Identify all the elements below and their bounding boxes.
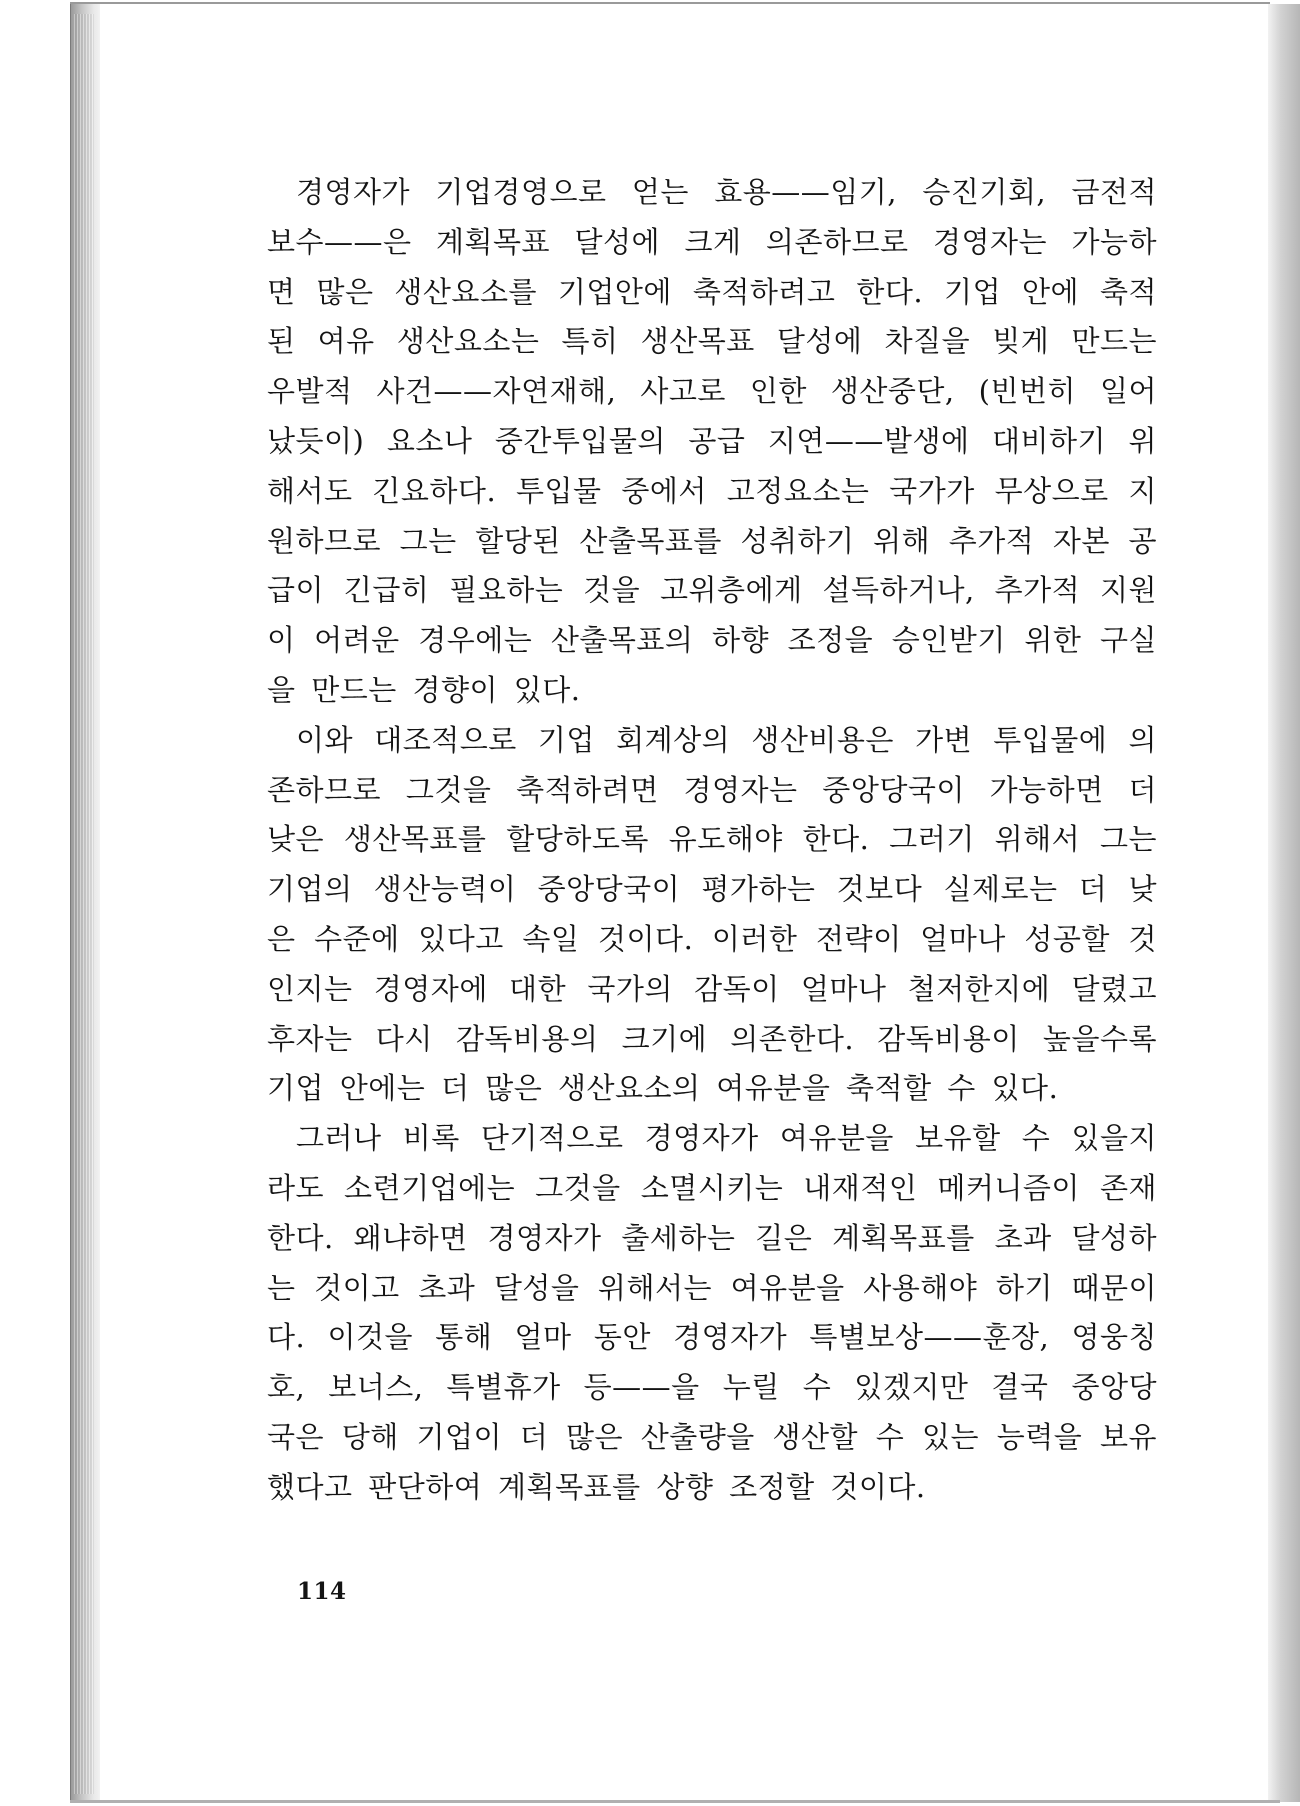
text-line: 후자는 다시 감독비용의 크기에 의존한다. 감독비용이 높을수록 (267, 1021, 1157, 1056)
text-line: 면 많은 생산요소를 기업안에 축적하려고 한다. 기업 안에 축적 (267, 274, 1157, 309)
page-stack-lines (74, 14, 94, 1794)
text-line: 인지는 경영자에 대한 국가의 감독이 얼마나 철저한지에 달렸고 (267, 971, 1157, 1006)
text-line: 기업 안에는 더 많은 생산요소의 여유분을 축적할 수 있다. (267, 1071, 1059, 1106)
text-line: 는 것이고 초과 달성을 위해서는 여유분을 사용해야 하기 때문이 (267, 1270, 1157, 1305)
text-line: 했다고 판단하여 계획목표를 상향 조정할 것이다. (267, 1469, 926, 1504)
text-line: 낮은 생산목표를 할당하도록 유도해야 한다. 그러기 위해서 그는 (267, 822, 1157, 857)
text-line: 다. 이것을 통해 얼마 동안 경영자가 특별보상——훈장, 영웅칭 (267, 1320, 1157, 1355)
text-line: 호, 보너스, 특별휴가 등——을 누릴 수 있겠지만 결국 중앙당 (267, 1370, 1157, 1405)
text-line: 된 여유 생산요소는 특히 생산목표 달성에 차질을 빚게 만드는 (267, 324, 1157, 359)
text-line: 라도 소련기업에는 그것을 소멸시키는 내재적인 메커니즘이 존재 (267, 1170, 1157, 1205)
text-line: 한다. 왜냐하면 경영자가 출세하는 길은 계획목표를 초과 달성하 (267, 1220, 1157, 1255)
text-line: 국은 당해 기업이 더 많은 산출량을 생산할 수 있는 능력을 보유 (267, 1419, 1157, 1454)
text-line: 을 만드는 경향이 있다. (267, 672, 581, 707)
text-line: 경영자가 기업경영으로 얻는 효용——임기, 승진기회, 금전적 (296, 175, 1157, 209)
text-line: 이와 대조적으로 기업 회계상의 생산비용은 가변 투입물에 의 (296, 722, 1157, 757)
text-line: 해서도 긴요하다. 투입물 중에서 고정요소는 국가가 무상으로 지 (267, 473, 1157, 508)
page-shadow-right (1268, 4, 1300, 1802)
text-line: 그러나 비록 단기적으로 경영자가 여유분을 보유할 수 있을지 (296, 1121, 1157, 1156)
text-line: 은 수준에 있다고 속일 것이다. 이러한 전략이 얼마나 성공할 것 (267, 921, 1157, 956)
page-number: 114 (297, 1578, 347, 1605)
body-text (267, 168, 1157, 1513)
text-line: 우발적 사건——자연재해, 사고로 인한 생산중단, (빈번히 일어 (267, 374, 1157, 409)
text-line: 존하므로 그것을 축적하려면 경영자는 중앙당국이 가능하면 더 (267, 772, 1157, 807)
text-line: 났듯이) 요소나 중간투입물의 공급 지연——발생에 대비하기 위 (267, 423, 1157, 458)
text-line: 원하므로 그는 할당된 산출목표를 성취하기 위해 추가적 자본 공 (267, 523, 1157, 558)
text-line: 보수——은 계획목표 달성에 크게 의존하므로 경영자는 가능하 (267, 224, 1157, 259)
text-line: 이 어려운 경우에는 산출목표의 하향 조정을 승인받기 위한 구실 (267, 623, 1157, 658)
text-line: 기업의 생산능력이 중앙당국이 평가하는 것보다 실제로는 더 낮 (267, 872, 1157, 907)
page-edge-bottom (70, 1800, 1280, 1803)
text-line: 급이 긴급히 필요하는 것을 고위층에게 설득하거나, 추가적 지원 (267, 573, 1157, 608)
